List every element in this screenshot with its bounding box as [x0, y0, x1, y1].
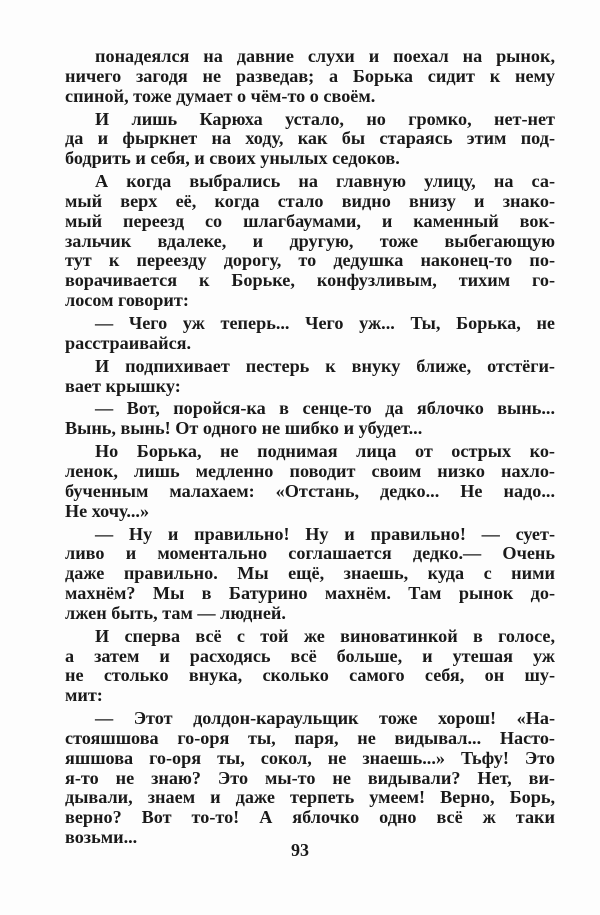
paragraph [65, 357, 555, 397]
text-line: вает крышку: [65, 375, 181, 396]
text-line: бученным малахаем: «Отстань, дедко... Не надо... [65, 480, 555, 501]
text-line: бодрить и себя, и своих унылых седоков. [65, 148, 400, 169]
text-line: лосом говорит: [65, 289, 189, 310]
paragraph [65, 442, 555, 521]
text-line: ленок, лишь медленно поводит своим низко нахло- [65, 461, 555, 482]
text-line: яшшова го-оря ты, сокол, не знаешь...» Тьфу! Это [65, 747, 555, 768]
text-line: — Ну и правильно! Ну и правильно! — сует- [95, 523, 555, 544]
text-line: А когда выбрались на главную улицу, на са- [95, 171, 555, 192]
text-line: стояшшова го-оря ты, паря, не видывал... Насто- [65, 727, 555, 748]
paragraph [65, 47, 555, 106]
text-line: даже правильно. Мы ещё, знаешь, куда с ними [65, 563, 555, 584]
paragraph [65, 399, 555, 439]
text-line: мит: [65, 685, 103, 706]
text-line: — Вот, поройся-ка в сенце-то да яблочко вынь... [95, 398, 555, 419]
text-line: И подпихивает пестерь к внуку ближе, отстёги- [95, 355, 555, 376]
text-line: И сперва всё с той же виноватинкой в голосе, [95, 625, 555, 646]
text-line: тут к переезду дорогу, то дедушка наконец-то по- [65, 250, 555, 271]
text-line: мый верх её, когда стало видно внизу и знако- [65, 190, 555, 211]
text-line: ворачивается к Борьке, конфузливым, тихим го- [65, 270, 555, 291]
text-line: — Чего уж теперь... Чего уж... Ты, Борька, не [95, 312, 555, 333]
text-line: Но Борька, не поднимая лица от острых ко- [95, 441, 555, 462]
text-line: ничего загодя не разведав; а Борька сидит к нему [65, 65, 555, 86]
text-line: Вынь, вынь! От одного не шибко и убудет... [65, 418, 423, 439]
text-line: а затем и расходясь всё больше, и утешая уж [65, 645, 555, 666]
text-line: ливо и моментально соглашается дедко.— Очень [65, 543, 555, 564]
text-line: мый переезд со шлагбаумами, и каменный вок- [65, 210, 555, 231]
text-line: понадеялся на давние слухи и поехал на рынок, [95, 46, 555, 66]
page-number: 93 [291, 840, 309, 860]
paragraph [65, 172, 555, 311]
text-line: не столько внука, сколько самого себя, он шу- [65, 665, 555, 686]
text-line: зальчик вдалеке, и другую, тоже выбегающую [65, 230, 555, 251]
text-line: спиной, тоже думает о чём-то о своём. [65, 85, 376, 106]
text-line: махнём? Мы в Батурино махнём. Там рынок до- [65, 583, 555, 604]
text-line: — Этот долдон-караульщик тоже хорош! «На- [95, 708, 555, 729]
text-line: я-то не знаю? Это мы-то не видывали? Нет, ви- [65, 767, 555, 788]
paragraph [65, 709, 555, 848]
text-line: дывали, знаем и даже терпеть умеем! Верно, Борь, [65, 787, 555, 808]
paragraph [65, 627, 555, 706]
text-line: верно? Вот то-то! А яблочко одно всё ж таки [65, 807, 555, 828]
paragraph [65, 110, 555, 169]
paragraph [65, 314, 555, 354]
text-line: расстраивайся. [65, 332, 192, 353]
text-line: лжен быть, там — людней. [65, 602, 286, 623]
text-line: да и фыркнет на ходу, как бы стараясь этим под- [65, 128, 555, 149]
paragraph [65, 525, 555, 624]
text-line: И лишь Карюха устало, но громко, нет-нет [95, 108, 555, 129]
body-text [65, 47, 555, 851]
text-line: Не хочу...» [65, 500, 150, 521]
text-line: возьми... [65, 826, 138, 847]
